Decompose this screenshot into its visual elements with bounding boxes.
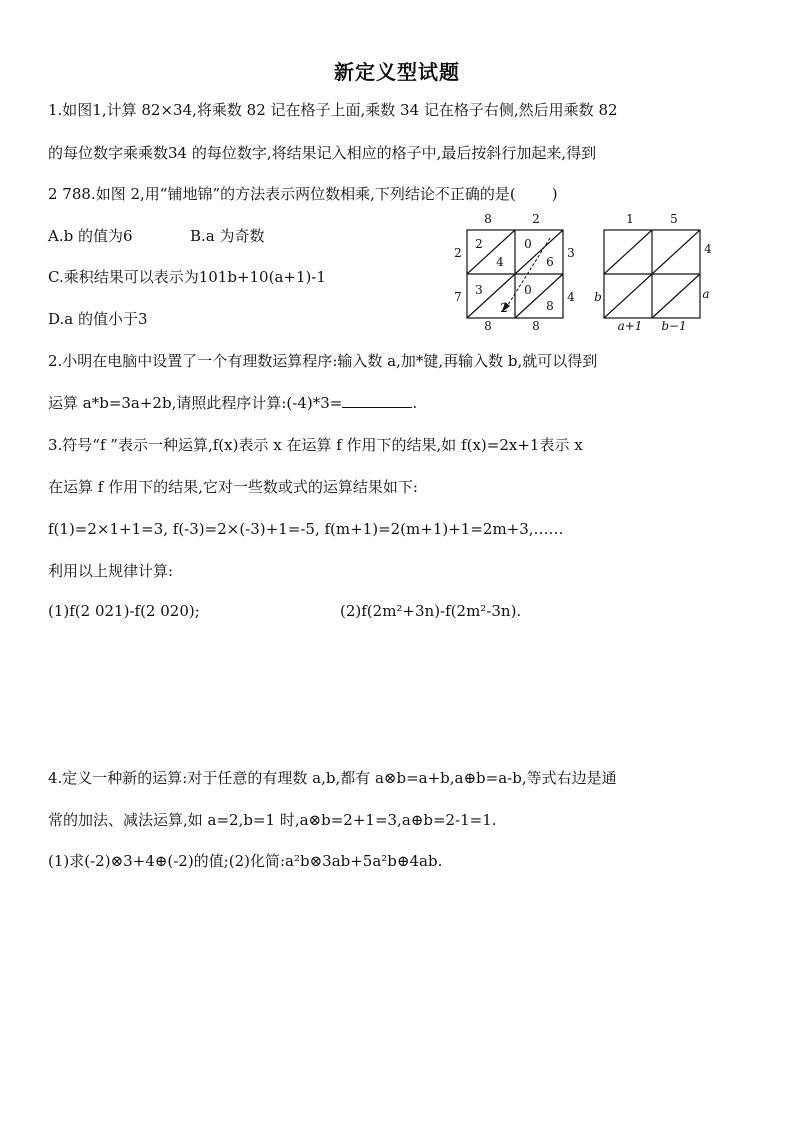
fig1-cell-bl-lower: 2 [500,301,508,315]
fig1-cell-br-upper: 0 [524,283,532,297]
fig1-cell-br-lower: 8 [546,299,554,313]
q3-line2: 在运算 f 作用下的结果,它对一些数或式的运算结果如下: [48,478,418,496]
fig2-top-1: 5 [670,212,678,226]
fig1-bottom-1: 8 [532,319,540,333]
page-title: 新定义型试题 [334,60,460,84]
fig1-cell-tr-lower: 6 [546,255,554,269]
q4-line1: 4.定义一种新的运算:对于任意的有理数 a,b,都有 a⊗b=a+b,a⊕b=a-b,等式右边是通 [48,769,617,787]
fig1-bottom-0: 8 [484,319,492,333]
fig1-cell-bl-upper: 3 [475,283,483,297]
fig2-bottom-1: b−1 [661,319,687,333]
q1-option-a: A.b 的值为6 [48,227,133,245]
figure-1-lattice [446,208,586,334]
q1-line1: 1.如图1,计算 82×34,将乘数 82 记在格子上面,乘数 34 记在格子右侧,然后用乘数 82 [48,101,618,119]
q1-line3: 2 788.如图 2,用“铺地锦”的方法表示两位数相乘,下列结论不正确的是( ) [48,185,558,203]
fig1-right-0: 3 [567,246,575,260]
q2-answer-blank[interactable] [342,393,412,408]
fig1-cell-tl-lower: 4 [496,255,504,269]
fig1-top-1: 2 [532,212,540,226]
q3-line4: 利用以上规律计算: [48,562,174,580]
q2-line2: 运算 a*b=3a+2b,请照此程序计算:(-4)*3= . [48,394,418,412]
q4-line2: 常的加法、减法运算,如 a=2,b=1 时,a⊗b=2+1=3,a⊕b=2-1=1. [48,811,497,829]
q4-line3: (1)求(-2)⊗3+4⊕(-2)的值;(2)化简:a²b⊗3ab+5a²b⊕4ab. [48,852,443,870]
figure-2-lattice [590,208,716,334]
q1-option-b: B.a 为奇数 [190,227,265,245]
fig1-left-0: 2 [454,246,462,260]
fig2-bottom-0: a+1 [617,319,643,333]
fig1-cell-tl-upper: 2 [475,237,483,251]
q3-line3: f(1)=2×1+1=3, f(-3)=2×(-3)+1=-5, f(m+1)=2(m+1)+1=2m+3,…… [48,520,564,538]
fig1-cell-tr-upper: 0 [524,237,532,251]
q3-part2: (2)f(2m²+3n)-f(2m²-3n). [340,602,522,620]
q1-line2: 的每位数字乘乘数34 的每位数字,将结果记入相应的格子中,最后按斜行加起来,得到 [48,144,597,162]
q3-part1: (1)f(2 021)-f(2 020); [48,602,200,620]
q3-line1: 3.符号“f ”表示一种运算,f(x)表示 x 在运算 f 作用下的结果,如 f(x)=2x+1表示 x [48,436,583,454]
fig2-top-0: 1 [626,212,634,226]
fig1-top-0: 8 [484,212,492,226]
fig1-right-1: 4 [567,290,575,304]
q1-option-c: C.乘积结果可以表示为101b+10(a+1)-1 [48,268,326,286]
fig2-left-bottom: b [594,290,602,304]
fig2-right-top: 4 [704,242,712,256]
fig1-left-1: 7 [454,290,462,304]
fig2-right-bottom: a [702,287,710,301]
q2-line1: 2.小明在电脑中设置了一个有理数运算程序:输入数 a,加*键,再输入数 b,就可以得到 [48,352,598,370]
q1-option-d: D.a 的值小于3 [48,310,148,328]
